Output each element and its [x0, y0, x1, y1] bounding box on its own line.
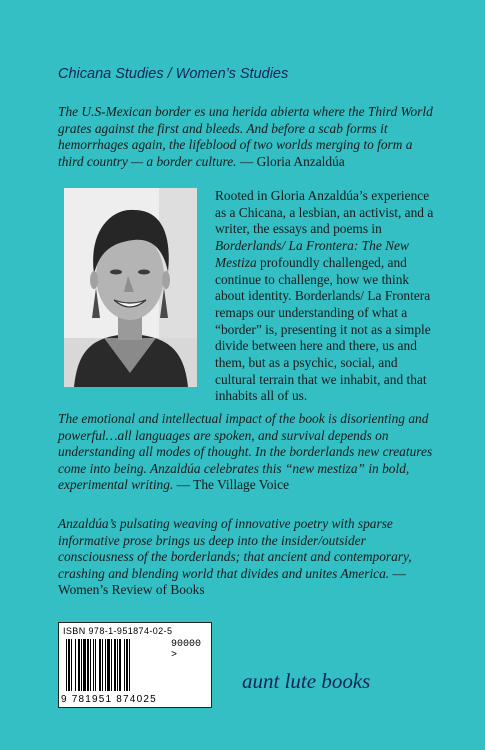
- category-label: Chicana Studies / Women’s Studies: [58, 66, 289, 82]
- description-part2: profoundly challenged, and continue to challenge, how we think about identity. Borderlands/ La Frontera remaps our understanding of what a “border” is, presenting it not as a simple divide between here and there, us and them, but as a psychic, social, and cultural terrain that we inhabit, and that inhabits all of us.: [215, 254, 431, 404]
- ean-digits: 9 781951 874025: [61, 694, 157, 705]
- opening-quote-text: The U.S-Mexican border es una herida abierta where the Third World grates against the first and bleeds. And before a scab forms it hemorrhages again, the lifeblood of two worlds merging to form a third country — a border culture.: [58, 104, 433, 169]
- opening-quote: [58, 104, 438, 170]
- price-code: [171, 639, 211, 661]
- description-book-title: Borderlands/ La Frontera: The New Mestiza: [215, 238, 409, 270]
- womens-review-quote: [58, 516, 438, 599]
- opening-quote-attribution: — Gloria Anzaldúa: [236, 153, 345, 169]
- womens-review-quote-text: Anzaldúa’s pulsating weaving of innovative poetry with sparse informative prose brings us deep into the insider/outsider consciousness of the borderlands; that ancient and contemporary, crashing and blending world that divides and unites America.: [58, 516, 412, 581]
- isbn-barcode: [58, 622, 212, 708]
- isbn-label: ISBN 978-1-951874-02-5: [63, 626, 173, 636]
- price-code-digits: 90000: [171, 639, 202, 650]
- village-voice-attribution: — The Village Voice: [173, 477, 290, 493]
- village-voice-quote-text: The emotional and intellectual impact of the book is disorienting and powerful…all languages are spoken, and survival depends on understanding all modes of thought. In the borderlands new creatures come into being. Anzaldúa celebrates this “new mestiza” in bold, experimental writing.: [58, 411, 433, 493]
- barcode-bars: [65, 639, 165, 695]
- author-photo: [64, 188, 197, 387]
- description-part1: Rooted in Gloria Anzaldúa’s experience as a Chicana, a lesbian, an activist, and a writer, the essays and poems in: [215, 188, 434, 237]
- womens-review-attribution: — Women’s Review of Books: [58, 565, 406, 598]
- village-voice-quote: [58, 411, 438, 494]
- publisher-logo-text: aunt lute books: [242, 669, 371, 693]
- price-code-mark: >: [171, 650, 178, 661]
- book-description: [215, 188, 437, 405]
